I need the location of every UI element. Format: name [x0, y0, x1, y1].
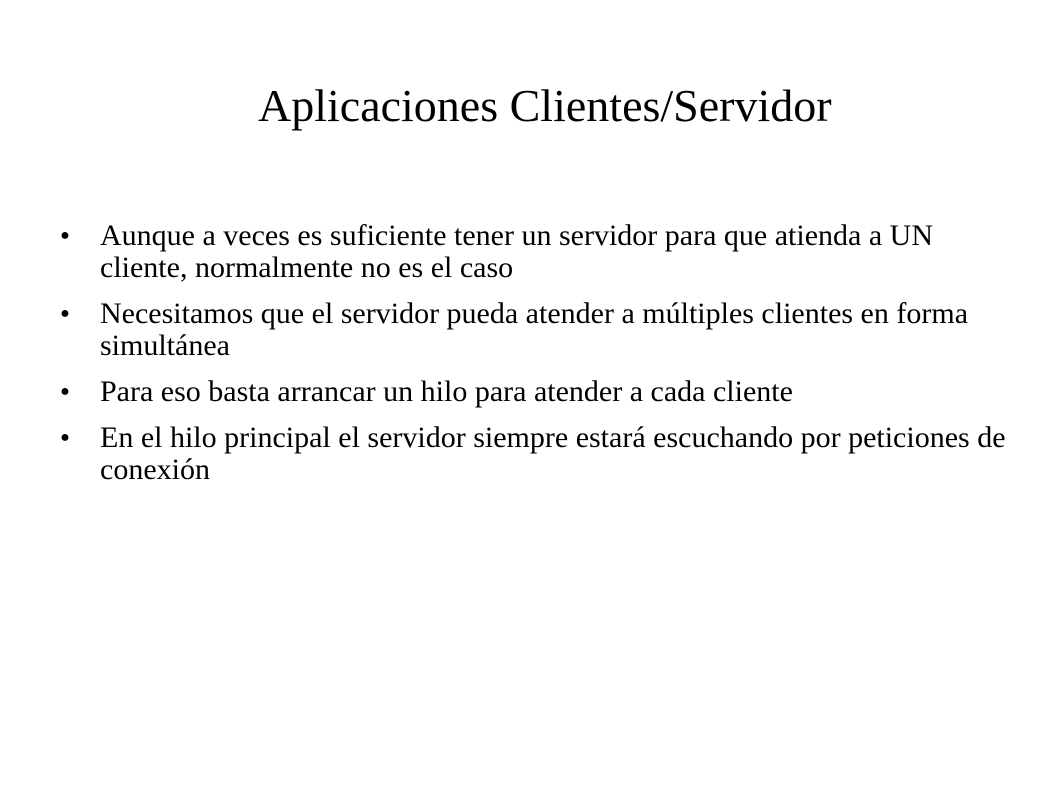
bullet-dot-icon: ●: [60, 429, 70, 446]
bullet-dot-icon: ●: [60, 305, 70, 322]
bullet-text: Aunque a veces es suficiente tener un servidor para que atienda a UN cliente, normalmente no es el caso: [100, 219, 933, 284]
bullet-item: [58, 422, 1018, 486]
bullet-dot-icon: ●: [60, 383, 70, 400]
bullet-text: En el hilo principal el servidor siempre estará escuchando por peticiones de conexión: [100, 421, 1006, 486]
slide-title: Aplicaciones Clientes/Servidor: [258, 80, 832, 131]
bullet-list: [58, 220, 1018, 500]
bullet-text: Para eso basta arrancar un hilo para atender a cada cliente: [100, 375, 793, 408]
bullet-item: [58, 298, 1018, 362]
bullet-item: [58, 220, 1018, 284]
bullet-text: Necesitamos que el servidor pueda atender a múltiples clientes en forma simultánea: [100, 297, 969, 362]
bullet-item: [58, 376, 1018, 408]
bullet-dot-icon: ●: [60, 227, 70, 244]
